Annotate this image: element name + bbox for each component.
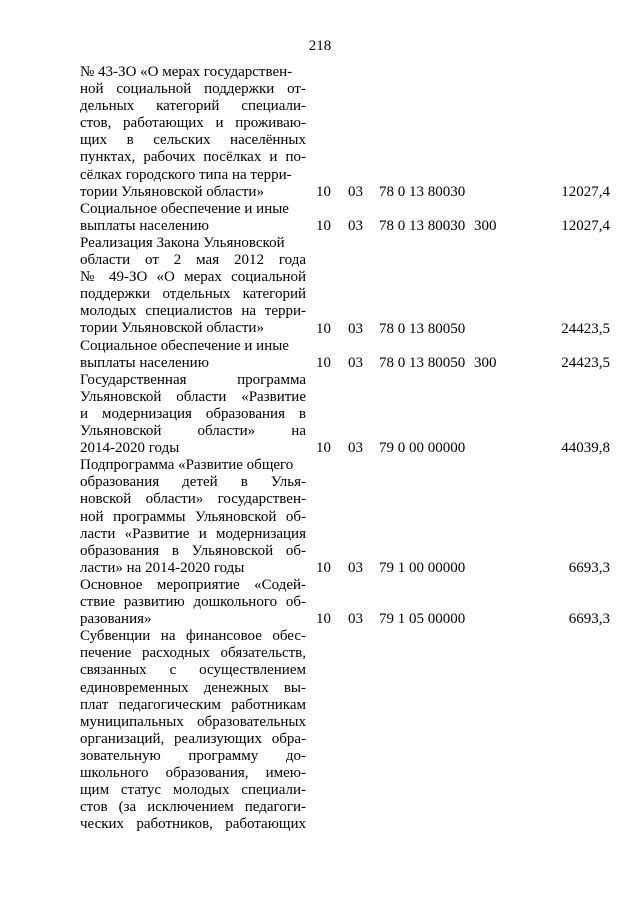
description-line: № 49-ЗО «О мерах социальной [80,269,306,286]
row-description [80,235,306,338]
description-line: выплаты населению [80,217,209,234]
target-article-code: 78 0 13 80050 [379,320,466,337]
description-line: пунктах, рабочих посёлках и по- [80,149,306,166]
description-line: муниципальных образовательных [80,713,306,730]
description-line: печение расходных обязательств, [80,645,306,662]
description-line: организаций, реализующих обра- [80,730,306,747]
subsection-code: 03 [348,559,363,576]
expense-type-code: 300 [474,217,497,234]
description-line: выплаты населению [80,354,209,371]
section-code: 10 [316,217,331,234]
description-line: разования» [80,611,152,628]
page-number: 218 [308,38,332,54]
description-line: школьного образования, имею- [80,765,306,782]
section-code: 10 [316,354,331,371]
subsection-code: 03 [348,183,363,200]
description-line: стов, работающих и проживаю- [80,115,306,132]
amount: 24423,5 [561,320,610,337]
section-code: 10 [316,440,331,457]
description-line: единовременных денежных вы- [80,679,306,696]
section-code: 10 [316,611,331,628]
description-line: Ульяновской области «Развитие [80,388,306,405]
description-line: тории Ульяновской области» [80,183,264,200]
target-article-code: 79 1 05 00000 [379,611,466,628]
row-description [80,628,306,833]
description-line: Основное мероприятие «Содей- [80,577,306,593]
description-line: поддержки отдельных категорий [80,286,306,303]
description-line: тории Ульяновской области» [80,320,264,337]
table-row [0,338,640,372]
description-line: связанных с осуществлением [80,662,306,679]
row-description [80,64,306,201]
target-article-code: 78 0 13 80030 [379,183,466,200]
section-code: 10 [316,320,331,337]
description-line: плат педагогическим работникам [80,696,306,713]
description-line: образования детей в Улья- [80,474,306,491]
description-line: Государственная программа [80,371,306,388]
subsection-code: 03 [348,354,363,371]
table-row [0,64,640,201]
description-line: сёлках городского типа на терри- [80,166,292,183]
description-line: щих в сельских населённых [80,132,306,149]
table-row [0,577,640,628]
row-description [80,338,306,372]
amount: 6693,3 [568,611,610,628]
table-row [0,372,640,458]
subsection-code: 03 [348,611,363,628]
section-code: 10 [316,183,331,200]
description-line: образования в Ульяновской об- [80,542,306,559]
target-article-code: 78 0 13 80050 [379,354,466,371]
amount: 12027,4 [561,217,610,234]
table-row [0,235,640,338]
description-line: стов (за исключением педагоги- [80,799,306,816]
description-line: Субвенции на финансовое обес- [80,628,306,645]
description-line: ческих работников, работающих [80,816,306,833]
description-line: зовательную программу до- [80,747,306,764]
description-line: Социальное обеспечение и иные [80,337,289,354]
amount: 44039,8 [561,440,610,457]
description-line: Подпрограмма «Развитие общего [80,457,294,474]
description-line: области от 2 мая 2012 года [80,252,306,269]
table-row [0,457,640,577]
description-line: новской области» государствен- [80,491,306,508]
description-line: ласти «Развитие и модернизация [80,525,306,542]
row-description [80,201,306,235]
description-line: щим статус молодых специали- [80,782,306,799]
target-article-code: 78 0 13 80030 [379,217,466,234]
description-line: молодых специалистов на терри- [80,303,306,320]
description-line: Реализация Закона Ульяновской [80,235,285,251]
table-row [0,201,640,235]
subsection-code: 03 [348,320,363,337]
row-description [80,372,306,457]
table-row [0,628,640,833]
description-line: Ульяновской области» на [80,423,306,440]
description-line: № 43-ЗО «О мерах государствен- [80,64,293,80]
amount: 12027,4 [561,183,610,200]
description-line: ной социальной поддержки от- [80,81,306,98]
description-line: 2014-2020 годы [80,440,180,457]
subsection-code: 03 [348,217,363,234]
description-line: ласти» на 2014-2020 годы [80,559,245,576]
description-line: Социальное обеспечение и иные [80,200,289,217]
expense-type-code: 300 [474,354,497,371]
section-code: 10 [316,559,331,576]
amount: 6693,3 [568,559,610,576]
row-description [80,577,306,628]
description-line: ной программы Ульяновской об- [80,508,306,525]
target-article-code: 79 1 00 00000 [379,559,466,576]
description-line: и модернизация образования в [80,405,306,422]
row-description [80,457,306,577]
amount: 24423,5 [561,354,610,371]
description-line: ствие развитию дошкольного об- [80,594,306,611]
subsection-code: 03 [348,440,363,457]
target-article-code: 79 0 00 00000 [379,440,466,457]
description-line: дельных категорий специали- [80,98,306,115]
